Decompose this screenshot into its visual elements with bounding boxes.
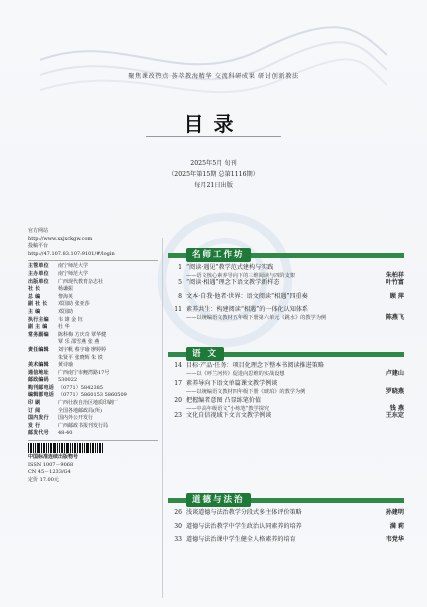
colophon-key: 邮政编码 [28, 377, 49, 384]
colophon-value: 陈科梅 方庆奇 覃华健 [58, 331, 107, 338]
website-link[interactable]: http://www.xxjxckgw.com [28, 235, 93, 242]
colophon-value: 邓国助 [58, 308, 74, 315]
article-subtitle: ——中高年级语文“小练笔”教学探究 [186, 406, 270, 412]
toc-entry[interactable] [168, 380, 404, 396]
colophon-row [28, 294, 158, 302]
article-subtitle: ——以统编语文教材四年级下册《琥珀》的教学为例 [186, 389, 306, 395]
colophon-key: 购刊邮电话 [28, 384, 55, 391]
colophon-value: 广西南宁市鲤湾路17号 [58, 369, 110, 376]
page-number: 23 [174, 412, 182, 419]
issn: ISSN 1007－9068 [28, 461, 74, 468]
colophon-row [28, 347, 158, 355]
journal-motto: 聚焦课改热点 荟萃教海精华 交流科研成果 研讨创新教法 [128, 73, 299, 80]
article-author: 满 莉 [389, 523, 404, 530]
colophon-key: 主办单位 [28, 270, 49, 277]
article-subtitle: ——语文核心素养导向下的三维阅读与四阶支架 [186, 273, 295, 279]
colophon-key: 常务副编 [28, 331, 49, 338]
toc-entry-line [168, 412, 404, 420]
colophon-row [28, 286, 158, 294]
toc-entry-line [168, 509, 404, 517]
article-title: “阅读·相遇”理念下语文教学新样态 [186, 279, 280, 286]
page-number: 30 [174, 523, 182, 530]
article-title: 素养共生：构建阅读“相遇”的一体化认知体系 [186, 306, 309, 313]
page-number: 17 [174, 380, 182, 387]
colophon [28, 228, 158, 484]
article-title: 浅谈道德与法治教学分段式多主体评价策略 [186, 509, 302, 516]
colophon-key: 国内发行 [28, 415, 49, 422]
barcode-icon [28, 443, 158, 453]
toc-entry[interactable] [168, 306, 404, 322]
colophon-value: 黎海英 [58, 293, 74, 300]
toc-entry[interactable] [168, 279, 404, 287]
colophon-row [28, 355, 158, 363]
colophon-value: 530022 [58, 377, 78, 384]
article-author: 陈燕飞 [385, 314, 404, 321]
colophon-value: 广西壮族自治区地质印刷厂 [58, 400, 119, 407]
toc-entry-line [168, 536, 404, 544]
colophon-row [28, 279, 158, 287]
price: 定价 17.00元 [28, 476, 59, 483]
toc-entry-line [168, 264, 404, 272]
page-number: 5 [178, 279, 182, 286]
colophon-row [28, 392, 158, 400]
section-header [168, 347, 404, 361]
page-number: 11 [174, 306, 182, 313]
toc-entry[interactable] [168, 536, 404, 544]
article-author: 朱柏祥 [385, 272, 404, 279]
article-title: 素养导向下语文单篇课文教学例谈 [186, 380, 278, 387]
toc-entry[interactable] [168, 362, 404, 378]
section-header [168, 493, 404, 507]
toc-entry-line [168, 523, 404, 531]
colophon-rows [28, 263, 158, 438]
colophon-key: 出版单位 [28, 278, 49, 285]
page-number: 8 [178, 293, 182, 300]
colophon-row [28, 271, 158, 279]
colophon-value: （0771）5842385 [58, 384, 103, 391]
colophon-value: 邓国助 张亚莎 [58, 301, 90, 308]
colophon-row [28, 415, 158, 423]
issue-date: 2025年5月 旬刊 [190, 160, 237, 167]
colophon-value: 48-40 [58, 430, 73, 437]
colophon-value: 黄诗瑜 [58, 362, 74, 369]
colophon-key: 副 主 编 [28, 324, 48, 331]
issue-number: （2025年第15期 总第1116期） [168, 171, 259, 178]
toc-entry-line [168, 362, 404, 370]
colophon-value: 广西现代教育杂志社 [58, 278, 104, 285]
colophon-key: 执行主编 [28, 316, 49, 323]
colophon-row [28, 430, 158, 438]
colophon-key: 订 阅 [28, 407, 41, 414]
toc-entry[interactable] [168, 293, 404, 301]
article-subtitle: ——以《呼兰河传》促进向思维的实战设想 [186, 371, 285, 377]
page-number: 26 [174, 509, 182, 516]
colophon-value: 全国各地邮政局(所) [58, 407, 102, 414]
article-title: 文化自信视域下文言文教学例谈 [186, 412, 272, 419]
article-subtitle: ——以统编语文教材五年级下册第六单元《跳水》的教学为例 [186, 315, 327, 321]
colophon-key: 印 刷 [28, 400, 41, 407]
title-divider [146, 136, 281, 137]
colophon-value: 南宁师范大学 [58, 270, 89, 277]
colophon-key: 社 长 [28, 286, 41, 293]
colophon-key: 主 编 [28, 308, 41, 315]
colophon-key: 发 行 [28, 422, 41, 429]
serial-label: 中国标准连续出版物号 [28, 454, 79, 461]
article-title: 把握编者意图 凸显练笔价值 [186, 397, 262, 404]
article-author: 卢建山 [385, 370, 404, 377]
colophon-row [28, 317, 158, 325]
toc-entry-line [168, 380, 404, 388]
submit-label: 投稿平台 [28, 243, 49, 250]
section-label: 名师工作坊 [186, 248, 251, 262]
page-number: 1 [178, 264, 182, 271]
colophon-value: 覃 乐 邵雪燕 张 燕 [58, 339, 100, 346]
colophon-value: 杨谦振 [58, 286, 74, 293]
colophon-value: （0771）5860153 5860509 [58, 392, 127, 399]
colophon-key: 邮发代号 [28, 430, 49, 437]
colophon-row [28, 324, 158, 332]
article-title: “阅读·遇见”教学范式建构与实践 [186, 264, 274, 271]
article-author: 韦党华 [385, 536, 404, 543]
colophon-divider [28, 440, 158, 441]
article-author: 王东定 [385, 412, 404, 419]
colophon-row [28, 309, 158, 317]
toc-entry[interactable] [168, 264, 404, 280]
colophon-value: 南宁师范大学 [58, 263, 89, 270]
colophon-key: 主管单位 [28, 263, 49, 270]
toc-entry-line [168, 279, 404, 287]
colophon-key: 通信地址 [28, 369, 49, 376]
colophon-row [28, 377, 158, 385]
colophon-key: 美术编辑 [28, 362, 49, 369]
colophon-value: 刘宇帆 蔡宇瑜 廖婷婷 [58, 346, 107, 353]
colophon-key: 副 社 长 [28, 301, 48, 308]
toc-entry[interactable] [168, 412, 404, 420]
section-header [168, 248, 404, 262]
cn-number: CN 45－1233/G4 [28, 469, 71, 476]
article-title: 文本·自我·他者·世界：语文阅读“相遇”四重奏 [186, 293, 308, 300]
column-divider [162, 238, 163, 598]
toc-entry[interactable] [168, 397, 404, 413]
colophon-value: 朱贤平 张晓辉 朱 铁 [58, 354, 103, 361]
colophon-value: 杜 华 [58, 324, 70, 331]
colophon-row [28, 362, 158, 370]
colophon-value: 韦 雄 金 钰 [58, 316, 83, 323]
page-number: 33 [174, 536, 182, 543]
colophon-key: 编辑部电话 [28, 392, 55, 399]
colophon-key [28, 355, 58, 363]
article-author: 孙建明 [385, 509, 404, 516]
colophon-key [28, 339, 58, 347]
article-author: 叶竹富 [385, 279, 404, 286]
colophon-row [28, 263, 158, 271]
website-label: 官方网站 [28, 228, 49, 234]
submit-link[interactable]: http://47.107.83.107:9101/#/login [28, 250, 115, 257]
toc-entry-line [168, 306, 404, 314]
colophon-row [28, 339, 158, 347]
article-author: 顾 萍 [389, 293, 404, 300]
colophon-value: 国内外公开发行 [58, 415, 94, 422]
section-label: 语 文 [186, 347, 224, 361]
article-title: 道德与法治课中学生健全人格素养的培育 [186, 536, 296, 543]
colophon-row [28, 301, 158, 309]
section-label: 道德与法治 [186, 493, 251, 507]
issue-publish-day: 每月21日出版 [194, 182, 233, 189]
colophon-value: 广西邮政书报刊发行局 [58, 422, 109, 429]
toc-entry-line [168, 397, 404, 405]
colophon-row [28, 400, 158, 408]
page-title: 目录 [183, 112, 244, 136]
colophon-divider [28, 260, 158, 261]
article-author: 罗晓燕 [385, 388, 404, 395]
colophon-key: 总 编 [28, 293, 41, 300]
decorative-swirl-graphic [40, 20, 387, 115]
toc-entry[interactable] [168, 523, 404, 531]
page-number: 14 [174, 362, 182, 369]
article-title: 道德与法治教学中学生政治认同素养的培养 [186, 523, 302, 530]
article-author: 钱 燕 [389, 405, 404, 412]
toc-entry[interactable] [168, 509, 404, 517]
toc-entry-line [168, 293, 404, 301]
page-number: 20 [174, 397, 182, 404]
article-title: 目标·产品·任务：项目化理念下整本书阅读推进策略 [186, 362, 324, 369]
colophon-key: 责任编辑 [28, 346, 49, 353]
